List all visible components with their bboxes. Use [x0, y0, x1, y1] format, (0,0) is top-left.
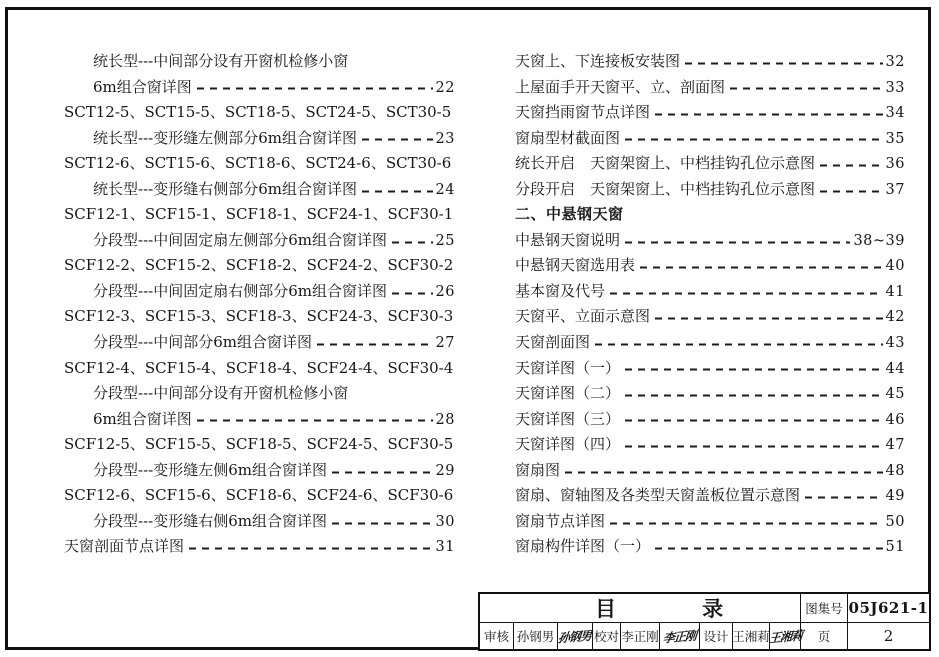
toc-page-number: 25	[435, 232, 455, 249]
toc-entry	[64, 381, 455, 407]
dash-leader	[392, 241, 433, 243]
reviewer-name: 孙钢男	[516, 629, 555, 644]
toc-page-number: 30	[435, 513, 455, 530]
reviewer-signature: 孙钢男	[557, 627, 593, 646]
toc-entry-title: SCF12-2、SCF15-2、SCF18-2、SCF24-2、SCF30-2	[64, 256, 454, 275]
toc-entry	[515, 330, 905, 356]
toc-entry-title: SCT12-5、SCT15-5、SCT18-5、SCT24-5、SCT30-5	[64, 103, 452, 122]
toc-entry-title: 6m组合窗详图	[93, 409, 192, 428]
dash-leader	[610, 292, 883, 294]
toc-entry-title: 二、中悬钢天窗	[515, 205, 624, 224]
toc-page-number: 45	[885, 386, 905, 403]
toc-entry	[64, 100, 455, 126]
atlas-number-label: 图集号	[805, 601, 843, 616]
dash-leader	[197, 420, 433, 422]
dash-leader	[317, 343, 433, 345]
atlas-number-label-cell	[800, 594, 847, 622]
toc-entry	[64, 49, 455, 75]
page-number-label: 页	[817, 629, 831, 644]
dash-leader	[655, 113, 883, 115]
toc-entry-title: 天窗详图（一）	[515, 358, 621, 377]
toc-entry-title: 窗扇构件详图（一）	[515, 537, 651, 556]
reviewer-name-cell	[513, 622, 557, 649]
designer-role-cell	[699, 622, 732, 649]
dash-leader	[610, 522, 883, 524]
dash-leader	[625, 139, 883, 141]
toc-entry-title: 天窗上、下连接板安装图	[515, 52, 681, 70]
toc-entry	[64, 202, 455, 228]
toc-entry	[64, 151, 455, 177]
dash-leader	[595, 343, 883, 345]
dash-leader	[332, 522, 433, 524]
toc-entry-title: 分段型---中间部分设有开窗机检修小窗	[93, 384, 349, 403]
toc-page-number: 38~39	[853, 232, 905, 249]
dash-leader	[625, 241, 850, 243]
toc-entry-title: SCF12-6、SCF15-6、SCF18-6、SCF24-6、SCF30-6	[64, 486, 454, 505]
toc-page-number: 37	[885, 181, 905, 198]
toc-entry-title: 天窗挡雨窗节点详图	[515, 103, 651, 122]
atlas-number-value: 05J621-1	[848, 599, 929, 617]
toc-entry	[64, 228, 455, 254]
toc-entry-title: SCF12-5、SCF15-5、SCF18-5、SCF24-5、SCF30-5	[64, 435, 454, 454]
toc-entry-title: 统长开启 天窗架窗上、中档挂钩孔位示意图	[515, 154, 816, 173]
toc-entry	[515, 407, 905, 433]
toc-entry-title: SCT12-6、SCT15-6、SCT18-6、SCT24-6、SCT30-6	[64, 154, 452, 173]
toc-entry-title: 统长型---变形缝右侧部分6m组合窗详图	[93, 179, 357, 198]
toc-page-number: 26	[435, 283, 455, 300]
toc-entry-title: 中悬钢天窗说明	[515, 230, 621, 249]
toc-entry-title: 统长型---中间部分设有开窗机检修小窗	[93, 52, 349, 70]
designer-signature: 王湘莉	[767, 627, 803, 646]
dash-leader	[189, 548, 433, 550]
toc-page-number: 33	[885, 79, 905, 96]
dash-leader	[685, 62, 883, 64]
toc-left-column	[64, 49, 455, 560]
toc-page-number: 28	[435, 411, 455, 428]
dash-leader	[565, 471, 883, 473]
dash-leader	[625, 420, 883, 422]
toc-entry-title: 窗扇节点详图	[515, 511, 606, 530]
designer-role-label: 设计	[703, 629, 729, 644]
toc-entry	[515, 483, 905, 509]
toc-entry-title: 天窗详图（四）	[515, 435, 621, 454]
toc-entry-title: 统长型---变形缝左侧部分6m组合窗详图	[93, 128, 357, 147]
designer-name-cell	[732, 622, 769, 649]
toc-entry	[515, 458, 905, 484]
page-number-value: 2	[883, 627, 894, 645]
dash-leader	[820, 164, 883, 166]
toc-entry	[515, 253, 905, 279]
toc-entry	[515, 356, 905, 382]
toc-entry	[64, 356, 455, 382]
dash-leader	[625, 369, 883, 371]
toc-page-number: 34	[885, 105, 905, 122]
proofreader-role-cell	[592, 622, 620, 649]
atlas-number-value-cell	[847, 594, 929, 622]
toc-entry	[64, 407, 455, 433]
toc-entry	[64, 177, 455, 203]
toc-entry	[515, 304, 905, 330]
toc-page-number: 29	[435, 462, 455, 479]
dash-leader	[640, 267, 883, 269]
toc-entry	[64, 509, 455, 535]
toc-page-number: 47	[885, 437, 905, 454]
dash-leader	[655, 548, 883, 550]
toc-page-number: 43	[885, 335, 905, 352]
toc-entry-title: 分段型---中间固定扇右侧部分6m组合窗详图	[93, 281, 387, 300]
toc-entry	[64, 330, 455, 356]
toc-entry-title: 天窗剖面节点详图	[64, 537, 185, 556]
toc-entry-title: 分段型---中间部分6m组合窗详图	[93, 333, 312, 352]
toc-entry	[64, 432, 455, 458]
toc-entry-title: 分段型---变形缝右侧6m组合窗详图	[93, 511, 327, 530]
toc-entry	[515, 75, 905, 101]
toc-entry	[64, 126, 455, 152]
reviewer-role-cell	[480, 622, 513, 649]
dash-leader	[362, 190, 433, 192]
toc-entry-title: 窗扇图	[515, 460, 561, 479]
toc-entry	[515, 126, 905, 152]
proofreader-name-cell	[620, 622, 659, 649]
page-number-value-cell	[847, 622, 929, 649]
dash-leader	[625, 445, 883, 447]
toc-entry-title: 天窗详图（二）	[515, 384, 621, 403]
toc-entry-title: SCF12-3、SCF15-3、SCF18-3、SCF24-3、SCF30-3	[64, 307, 454, 326]
toc-page-number: 40	[885, 258, 905, 275]
toc-page-number: 31	[435, 539, 455, 556]
toc-entry	[515, 151, 905, 177]
toc-page-number: 23	[435, 130, 455, 147]
toc-entry	[64, 458, 455, 484]
toc-page-number: 32	[885, 54, 905, 70]
toc-entry	[515, 49, 905, 75]
toc-page-number: 41	[885, 283, 905, 300]
toc-page-number: 49	[885, 488, 905, 505]
toc-entry	[515, 509, 905, 535]
toc-entry	[515, 177, 905, 203]
toc-right-column	[515, 49, 905, 560]
dash-leader	[805, 497, 883, 499]
toc-entry-title: 窗扇型材截面图	[515, 128, 621, 147]
toc-page-number: 48	[885, 462, 905, 479]
dash-leader	[820, 190, 883, 192]
toc-page-number: 44	[885, 360, 905, 377]
toc-entry	[64, 304, 455, 330]
toc-entry-title: 分段开启 天窗架窗上、中档挂钩孔位示意图	[515, 179, 816, 198]
toc-entry	[64, 75, 455, 101]
reviewer-signature-cell	[557, 622, 592, 649]
page-number-label-cell	[800, 622, 847, 649]
proofreader-role-label: 校对	[593, 629, 619, 644]
toc-page-number: 46	[885, 411, 905, 428]
reviewer-role-label: 审核	[483, 629, 509, 644]
toc-page-number: 24	[435, 181, 455, 198]
dash-leader	[730, 88, 883, 90]
toc-entry	[515, 381, 905, 407]
title-block-title-cell	[480, 594, 810, 622]
toc-section-heading	[515, 202, 905, 228]
toc-entry-title: 基本窗及代号	[515, 281, 606, 300]
toc-entry	[515, 432, 905, 458]
toc-page-number: 51	[885, 539, 905, 556]
proofreader-name: 李正刚	[621, 629, 659, 644]
dash-leader	[392, 292, 433, 294]
toc-entry	[64, 534, 455, 560]
toc-entry-title: SCF12-1、SCF15-1、SCF18-1、SCF24-1、SCF30-1	[64, 205, 454, 224]
toc-page-number: 42	[885, 309, 905, 326]
toc-entry	[515, 279, 905, 305]
toc-page-number: 35	[885, 130, 905, 147]
toc-page-number: 22	[435, 79, 455, 96]
toc-entry	[64, 483, 455, 509]
toc-entry	[515, 228, 905, 254]
toc-entry-title: 窗扇、窗轴图及各类型天窗盖板位置示意图	[515, 486, 801, 505]
designer-name: 王湘莉	[732, 629, 770, 644]
toc-entry-title: 天窗平、立面示意图	[515, 307, 651, 326]
toc-page-number: 50	[885, 513, 905, 530]
toc-entry	[515, 534, 905, 560]
toc-entry-title: 6m组合窗详图	[93, 77, 192, 96]
dash-leader	[625, 394, 883, 396]
toc-entry-title: 中悬钢天窗选用表	[515, 256, 636, 275]
proofreader-signature-cell	[659, 622, 699, 649]
toc-entry	[64, 253, 455, 279]
toc-entry-title: 天窗详图（三）	[515, 409, 621, 428]
designer-signature-cell	[767, 622, 803, 649]
toc-page-number: 36	[885, 156, 905, 173]
page-title: 目录	[595, 596, 810, 621]
dash-leader	[362, 139, 433, 141]
toc-entry-title: 天窗剖面图	[515, 333, 591, 352]
toc-entry-title: 分段型---变形缝左侧6m组合窗详图	[93, 460, 327, 479]
toc-entry-title: 上屋面手开天窗平、立、剖面图	[515, 77, 726, 96]
dash-leader	[332, 471, 433, 473]
proofreader-signature: 李正刚	[662, 627, 697, 646]
toc-entry-title: SCF12-4、SCF15-4、SCF18-4、SCF24-4、SCF30-4	[64, 358, 454, 377]
dash-leader	[655, 318, 883, 320]
toc-entry	[64, 279, 455, 305]
dash-leader	[197, 88, 433, 90]
toc-entry	[515, 100, 905, 126]
toc-page-number: 27	[435, 335, 455, 352]
title-block	[478, 592, 931, 651]
toc-entry-title: 分段型---中间固定扇左侧部分6m组合窗详图	[93, 230, 387, 249]
